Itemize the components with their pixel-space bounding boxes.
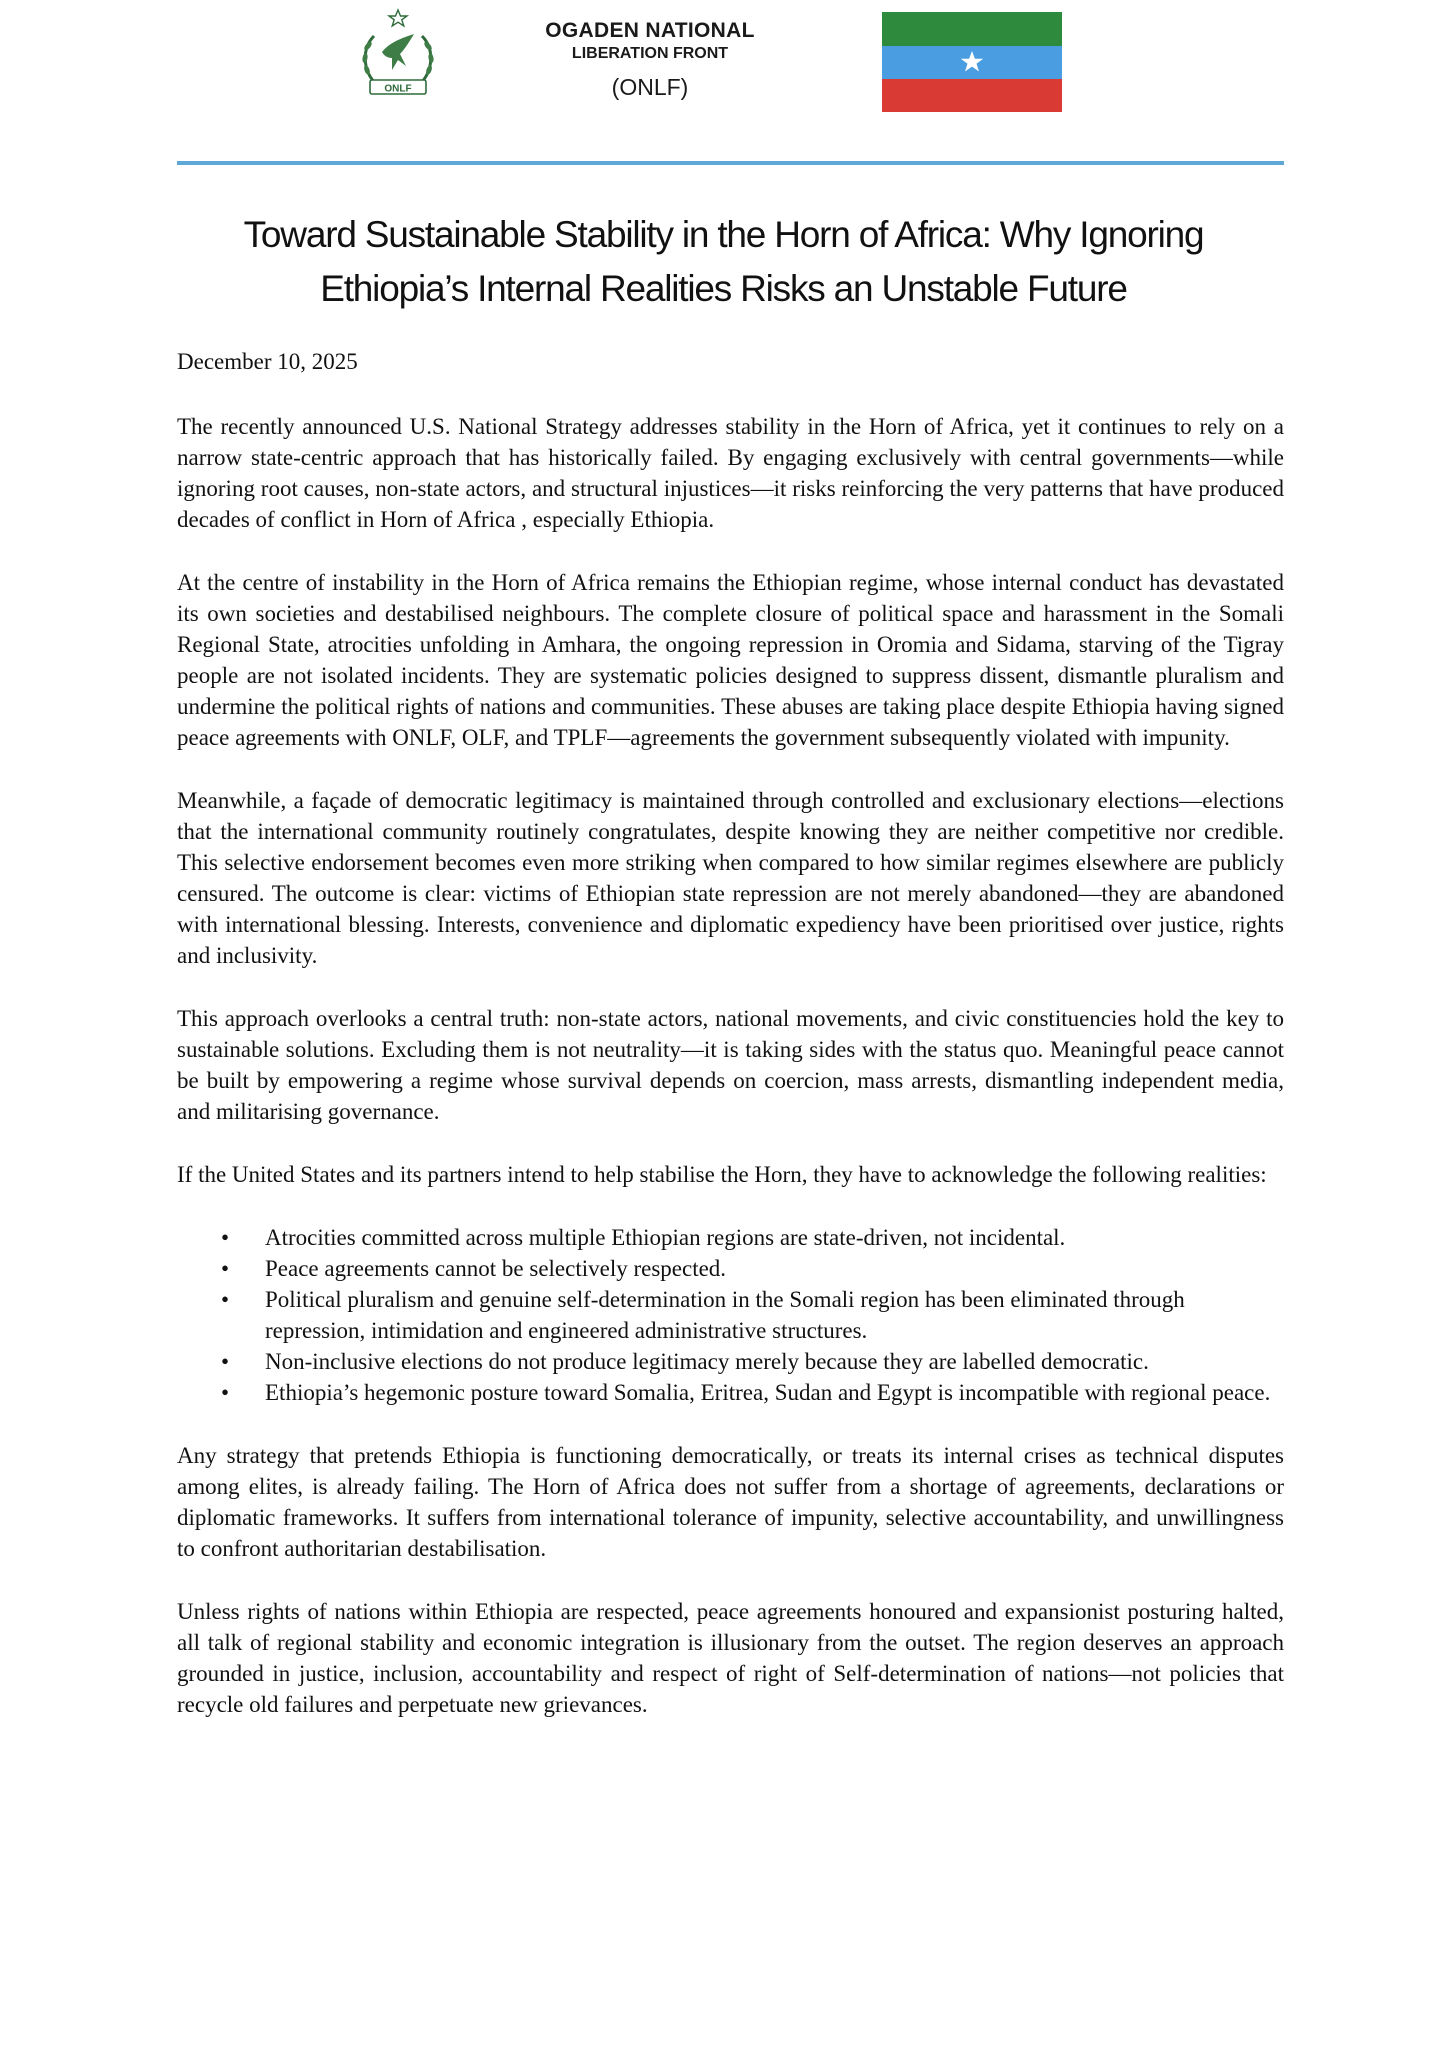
flag-stripe-green: [882, 12, 1062, 46]
document-body: [177, 411, 1284, 1752]
document-title: [150, 208, 1297, 316]
title-line-1: Toward Sustainable Stability in the Horn of Africa: Why Ignoring: [243, 214, 1204, 255]
document-header: [0, 0, 1447, 170]
paragraph: The recently announced U.S. National Strategy addresses stability in the Horn of Africa, yet it continues to rely on a narrow state-centric approach that has historically failed. By engaging exclusively with central governments—while ignoring root causes, non-state actors, and structural injustices—it risks reinforcing the very patterns that have produced decades of conflict in Horn of Africa , especially Ethiopia.: [177, 414, 1284, 532]
paragraph: Any strategy that pretends Ethiopia is functioning democratically, or treats its internal crises as technical disputes among elites, is already failing. The Horn of Africa does not suffer from a shortage of agreements, declarations or diplomatic frameworks. It suffers from international tolerance of impunity, selective accountability, and unwillingness to confront authoritarian destabilisation.: [177, 1443, 1284, 1561]
paragraph: This approach overlooks a central truth: non-state actors, national movements, and civic constituencies hold the key to sustainable solutions. Excluding them is not neutrality—it is taking sides with the status quo. Meaningful peace cannot be built by empowering a regime whose survival depends on coercion, mass arrests, dismantling independent media, and militarising governance.: [177, 1006, 1284, 1124]
org-acronym: (ONLF): [611, 74, 689, 100]
bullet-item: • Non-inclusive elections do not produce legitimacy merely because they are labelled democratic.: [265, 1346, 1284, 1377]
bullet-item: • Atrocities committed across multiple Ethiopian regions are state-driven, not incidental.: [265, 1222, 1284, 1253]
organization-name: [520, 18, 780, 102]
org-name-line2: LIBERATION FRONT: [571, 45, 729, 62]
org-name-line1: OGADEN NATIONAL: [545, 19, 755, 42]
paragraph: If the United States and its partners intend to help stabilise the Horn, they have to acknowledge the following realities:: [177, 1162, 1267, 1187]
onlf-emblem-logo: [352, 8, 444, 104]
bullet-item: • Ethiopia’s hegemonic posture toward Somalia, Eritrea, Sudan and Egypt is incompatible with regional peace.: [265, 1377, 1284, 1408]
document-date: December 10, 2025: [177, 349, 358, 374]
bullet-item: • Peace agreements cannot be selectively respected.: [265, 1253, 1284, 1284]
paragraph: At the centre of instability in the Horn of Africa remains the Ethiopian regime, whose internal conduct has devastated its own societies and destabilised neighbours. The complete closure of political space and harassment in the Somali Regional State, atrocities unfolding in Amhara, the ongoing repression in Oromia and Sidama, starving of the Tigray people are not isolated incidents. They are systematic policies designed to suppress dissent, dismantle pluralism and undermine the political rights of nations and communities. These abuses are taking place despite Ethiopia having signed peace agreements with ONLF, OLF, and TPLF—agreements the government subsequently violated with impunity.: [177, 570, 1284, 750]
paragraph: Meanwhile, a façade of democratic legitimacy is maintained through controlled and exclusionary elections—elections that the international community routinely congratulates, despite knowing they are neither competitive nor credible. This selective endorsement becomes even more striking when compared to how similar regimes elsewhere are publicly censured. The outcome is clear: victims of Ethiopian state repression are not merely abandoned—they are abandoned with international blessing. Interests, convenience and diplomatic expediency have been prioritised over justice, rights and inclusivity.: [177, 788, 1284, 968]
ogaden-flag: [882, 12, 1062, 112]
paragraph: Unless rights of nations within Ethiopia are respected, peace agreements honoured and expansionist posturing halted, all talk of regional stability and economic integration is illusionary from the outset. The region deserves an approach grounded in justice, inclusion, accountability and respect of right of Self-determination of nations—not policies that recycle old failures and perpetuate new grievances.: [177, 1599, 1284, 1717]
flag-stripe-red: [882, 79, 1062, 112]
logo-banner-text: ONLF: [384, 83, 412, 95]
title-line-2: Ethiopia’s Internal Realities Risks an Unstable Future: [320, 268, 1127, 309]
bullet-item: • Political pluralism and genuine self-determination in the Somali region has been eliminated through repression, intimidation and engineered administrative structures.: [265, 1284, 1284, 1346]
realities-bullet-list: [177, 1222, 1284, 1408]
header-divider: [177, 161, 1284, 165]
